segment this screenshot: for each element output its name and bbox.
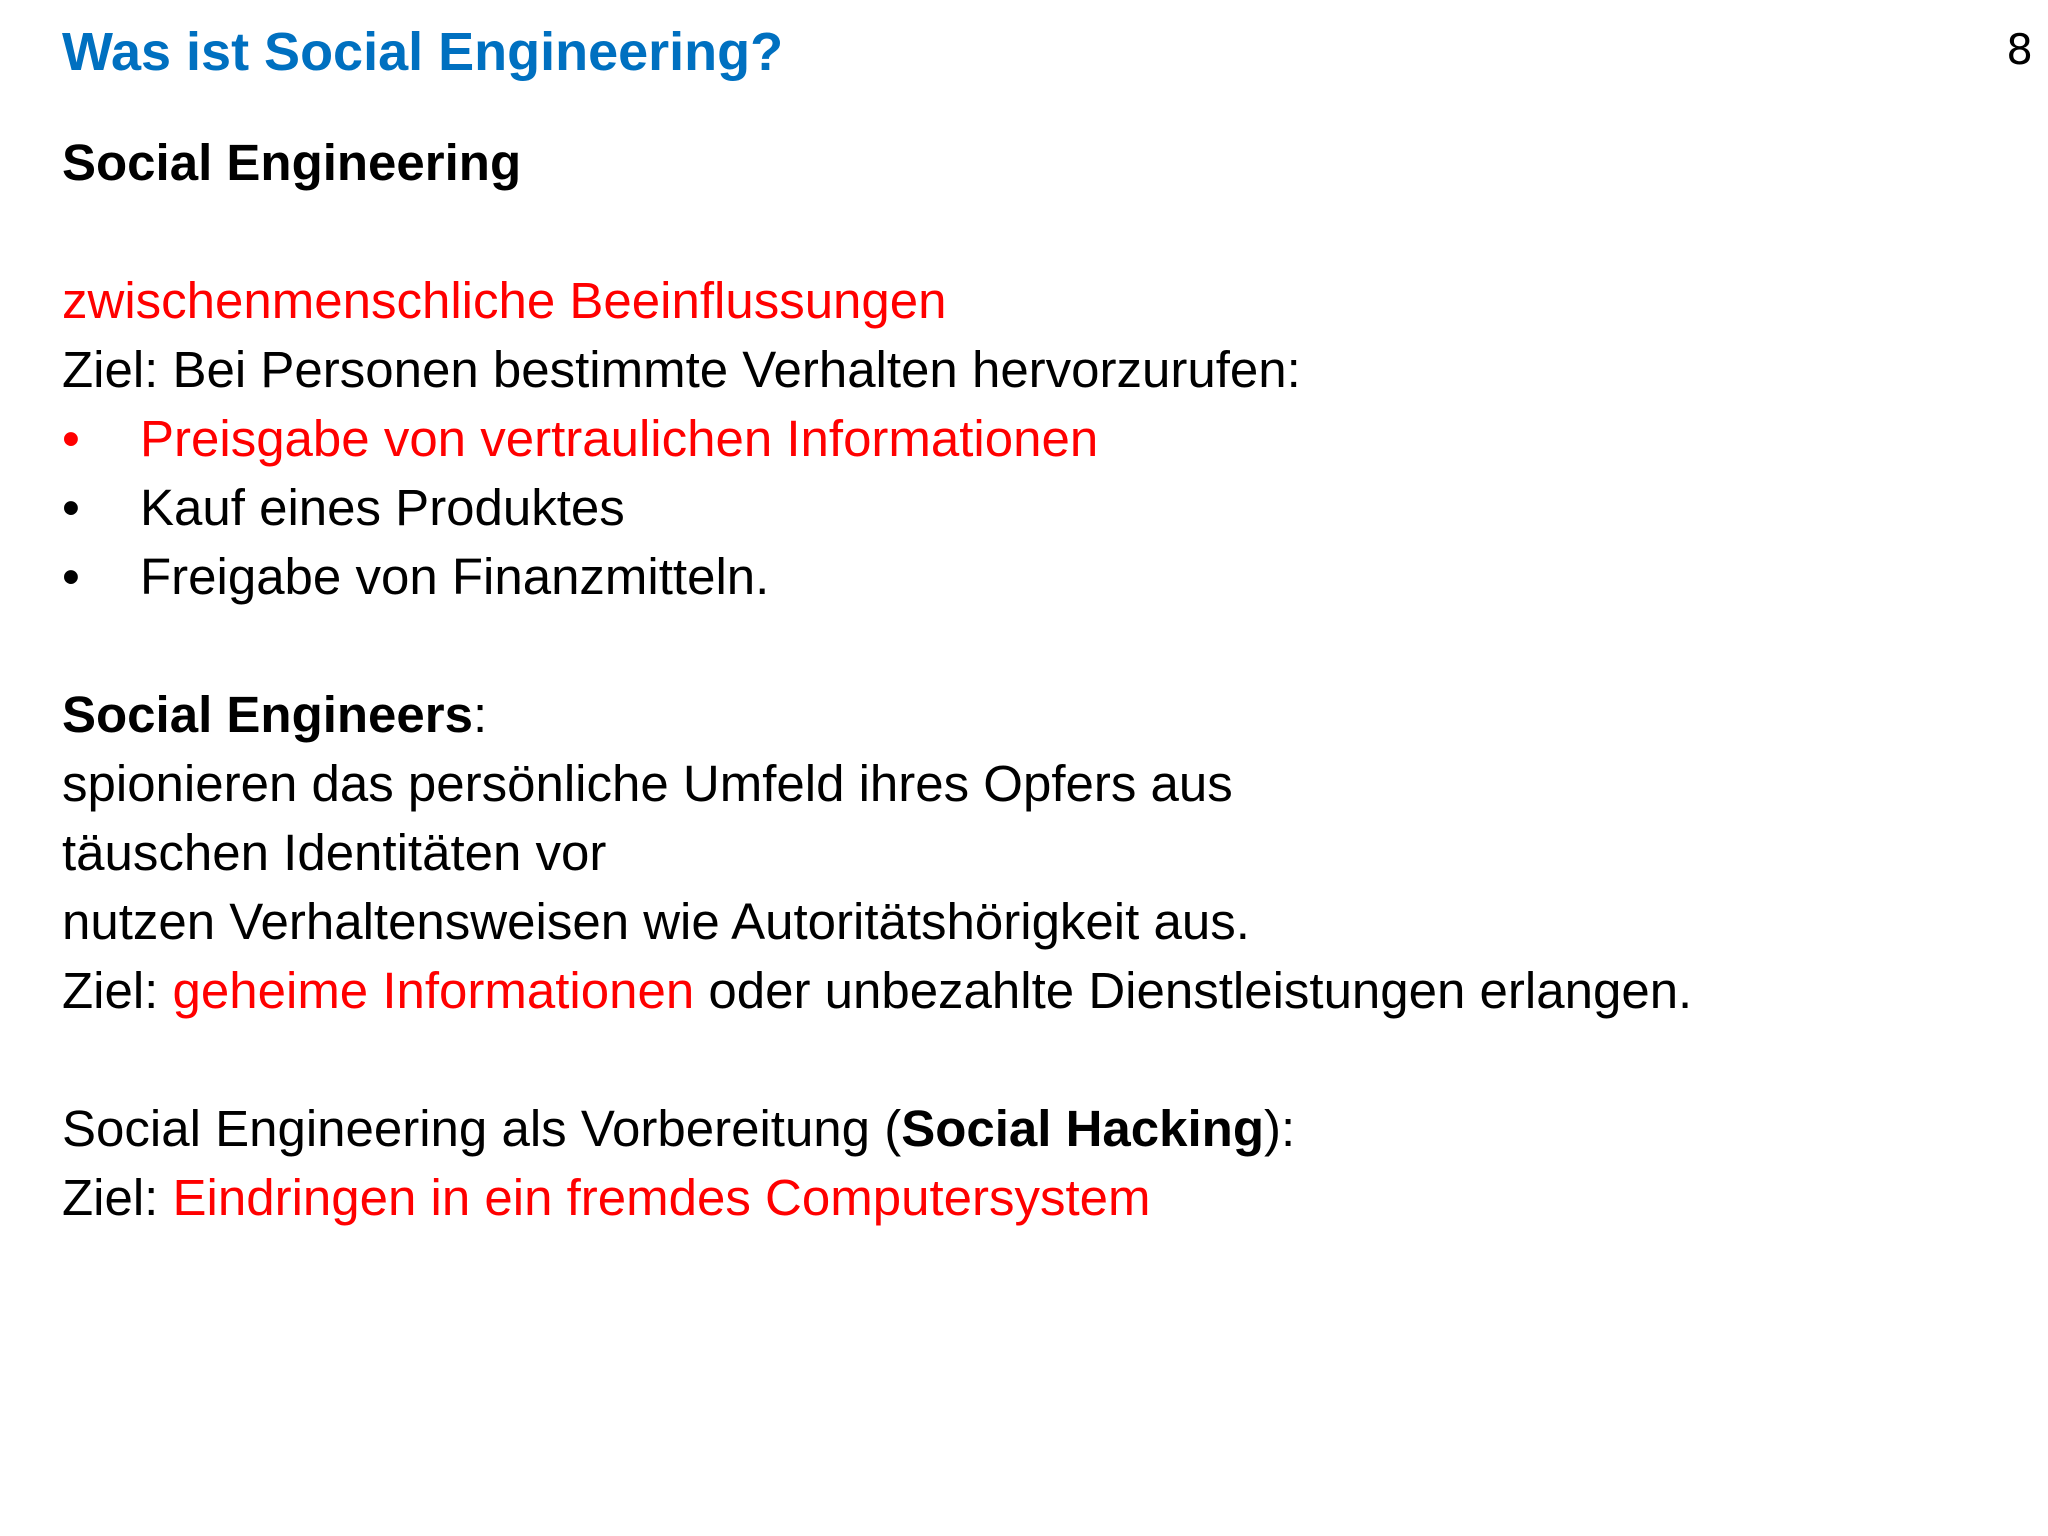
section-heading-social-engineering: Social Engineering [62,134,522,191]
bullet-marker: • [62,548,80,605]
bullet-text: Kauf eines Produktes [140,479,625,536]
bullet-text: Freigabe von Finanzmitteln. [140,548,770,605]
goal-prefix: Ziel: [62,962,173,1019]
social-hacking-term: Social Hacking [901,1100,1264,1157]
goal-highlight: geheime Informationen [172,962,695,1019]
goal-intro: Ziel: Bei Personen bestimmte Verhalten hervorzurufen: [62,341,1301,398]
spacer [62,197,1692,266]
spacer [62,611,1692,680]
subheading-interpersonal-influence: zwischenmenschliche Beeinflussungen [62,272,947,329]
slide-content [62,128,1692,1232]
bullet-marker: • [62,479,80,536]
bullet-item [62,473,1692,542]
social-hacking-line [62,1094,1692,1163]
engineers-line: nutzen Verhaltensweisen wie Autoritätshörigkeit aus. [62,893,1250,950]
heading-bold-text: Social Engineers [62,686,473,743]
bullet-item [62,404,1692,473]
goal-prefix: Ziel: [62,1169,173,1226]
line-suffix: ): [1264,1100,1296,1157]
social-hacking-goal [62,1163,1692,1232]
engineers-line: täuschen Identitäten vor [62,824,607,881]
goal-highlight: Eindringen in ein fremdes Computersystem [172,1169,1151,1226]
spacer [62,1025,1692,1094]
engineers-goal [62,956,1692,1025]
heading-suffix: : [473,686,488,743]
bullet-text: Preisgabe von vertraulichen Informationen [140,410,1099,467]
slide-number: 8 [2006,25,2033,74]
section-heading-social-engineers [62,680,1692,749]
line-prefix: Social Engineering als Vorbereitung ( [62,1100,902,1157]
goal-suffix: oder unbezahlte Dienstleistungen erlangen. [694,962,1693,1019]
bullet-item [62,542,1692,611]
slide-title: Was ist Social Engineering? [62,22,784,82]
bullet-marker: • [62,410,80,467]
engineers-line: spionieren das persönliche Umfeld ihres Opfers aus [62,755,1233,812]
